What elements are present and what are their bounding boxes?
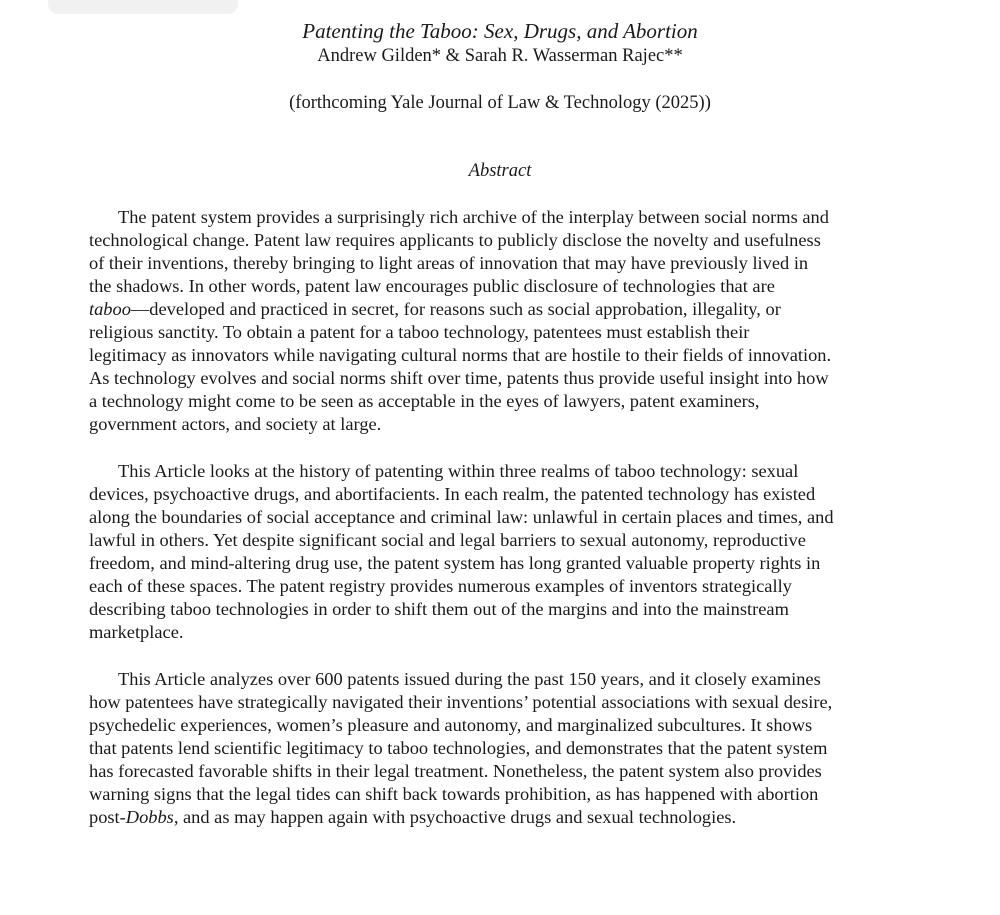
- text-line: psychedelic experiences, women’s pleasure and autonomy, and marginalized subcultures. It shows: [89, 715, 813, 735]
- text-line: [89, 806, 889, 829]
- text-line: along the boundaries of social acceptance and criminal law: unlawful in certain places and times, and: [89, 507, 834, 527]
- text-line: freedom, and mind-altering drug use, the patent system has long granted valuable property rights in: [89, 553, 821, 573]
- text-line: that patents lend scientific legitimacy to taboo technologies, and demonstrates that the patent system: [89, 738, 828, 758]
- text-line: how patentees have strategically navigated their inventions’ potential associations with sexual desire,: [89, 692, 833, 712]
- text-line: This Article looks at the history of patenting within three realms of taboo technology: sexual: [118, 461, 799, 481]
- text-line: of their inventions, thereby bringing to light areas of innovation that may have previously lived in: [89, 253, 809, 273]
- text-line: devices, psychoactive drugs, and abortifacients. In each realm, the patented technology has existed: [89, 484, 816, 504]
- text-line: As technology evolves and social norms shift over time, patents thus provide useful insight into how: [89, 368, 829, 388]
- text-line: warning signs that the legal tides can shift back towards prohibition, as has happened with abortion: [89, 784, 819, 804]
- text-line: technological change. Patent law requires applicants to publicly disclose the novelty and usefulness: [89, 230, 821, 250]
- text-line: the shadows. In other words, patent law encourages public disclosure of technologies that are: [89, 276, 775, 296]
- scan-smudge: [48, 0, 238, 14]
- text-line: legitimacy as innovators while navigating cultural norms that are hostile to their fields of innovation.: [89, 345, 832, 365]
- text-line: has forecasted favorable shifts in their legal treatment. Nonetheless, the patent system also provides: [89, 761, 822, 781]
- italic-case-name: Dobbs: [125, 807, 174, 827]
- text-line: This Article analyzes over 600 patents issued during the past 150 years, and it closely examines: [118, 669, 821, 689]
- text-line: religious sanctity. To obtain a patent for a taboo technology, patentees must establish their: [89, 322, 750, 342]
- text-line: a technology might come to be seen as acceptable in the eyes of lawyers, patent examiners,: [89, 391, 760, 411]
- text-fragment: post-: [89, 807, 126, 827]
- abstract-heading: Abstract: [468, 161, 532, 181]
- text-fragment: —developed and practiced in secret, for reasons such as social approbation, illegality, or: [130, 299, 781, 319]
- text-line: lawful in others. Yet despite significant social and legal barriers to sexual autonomy, reproductive: [89, 530, 806, 550]
- text-fragment: , and as may happen again with psychoactive drugs and sexual technologies.: [173, 807, 737, 827]
- text-line: describing taboo technologies in order to shift them out of the margins and into the mainstream: [89, 599, 789, 619]
- text-line: each of these spaces. The patent registry provides numerous examples of inventors strategically: [89, 576, 792, 596]
- italic-term-taboo: taboo: [89, 299, 131, 319]
- paper-authors: Andrew Gilden* & Sarah R. Wasserman Rajec**: [317, 46, 683, 66]
- abstract-paragraph-2: [89, 460, 889, 644]
- abstract-paragraph-1: [89, 206, 889, 436]
- publication-venue: (forthcoming Yale Journal of Law & Technology (2025)): [289, 93, 711, 113]
- paper-title: Patenting the Taboo: Sex, Drugs, and Abortion: [302, 19, 698, 43]
- text-line: marketplace.: [89, 622, 184, 642]
- text-line: [89, 298, 889, 321]
- text-line: The patent system provides a surprisingly rich archive of the interplay between social norms and: [118, 207, 829, 227]
- text-line: government actors, and society at large.: [89, 414, 382, 434]
- abstract-paragraph-3: [89, 668, 889, 829]
